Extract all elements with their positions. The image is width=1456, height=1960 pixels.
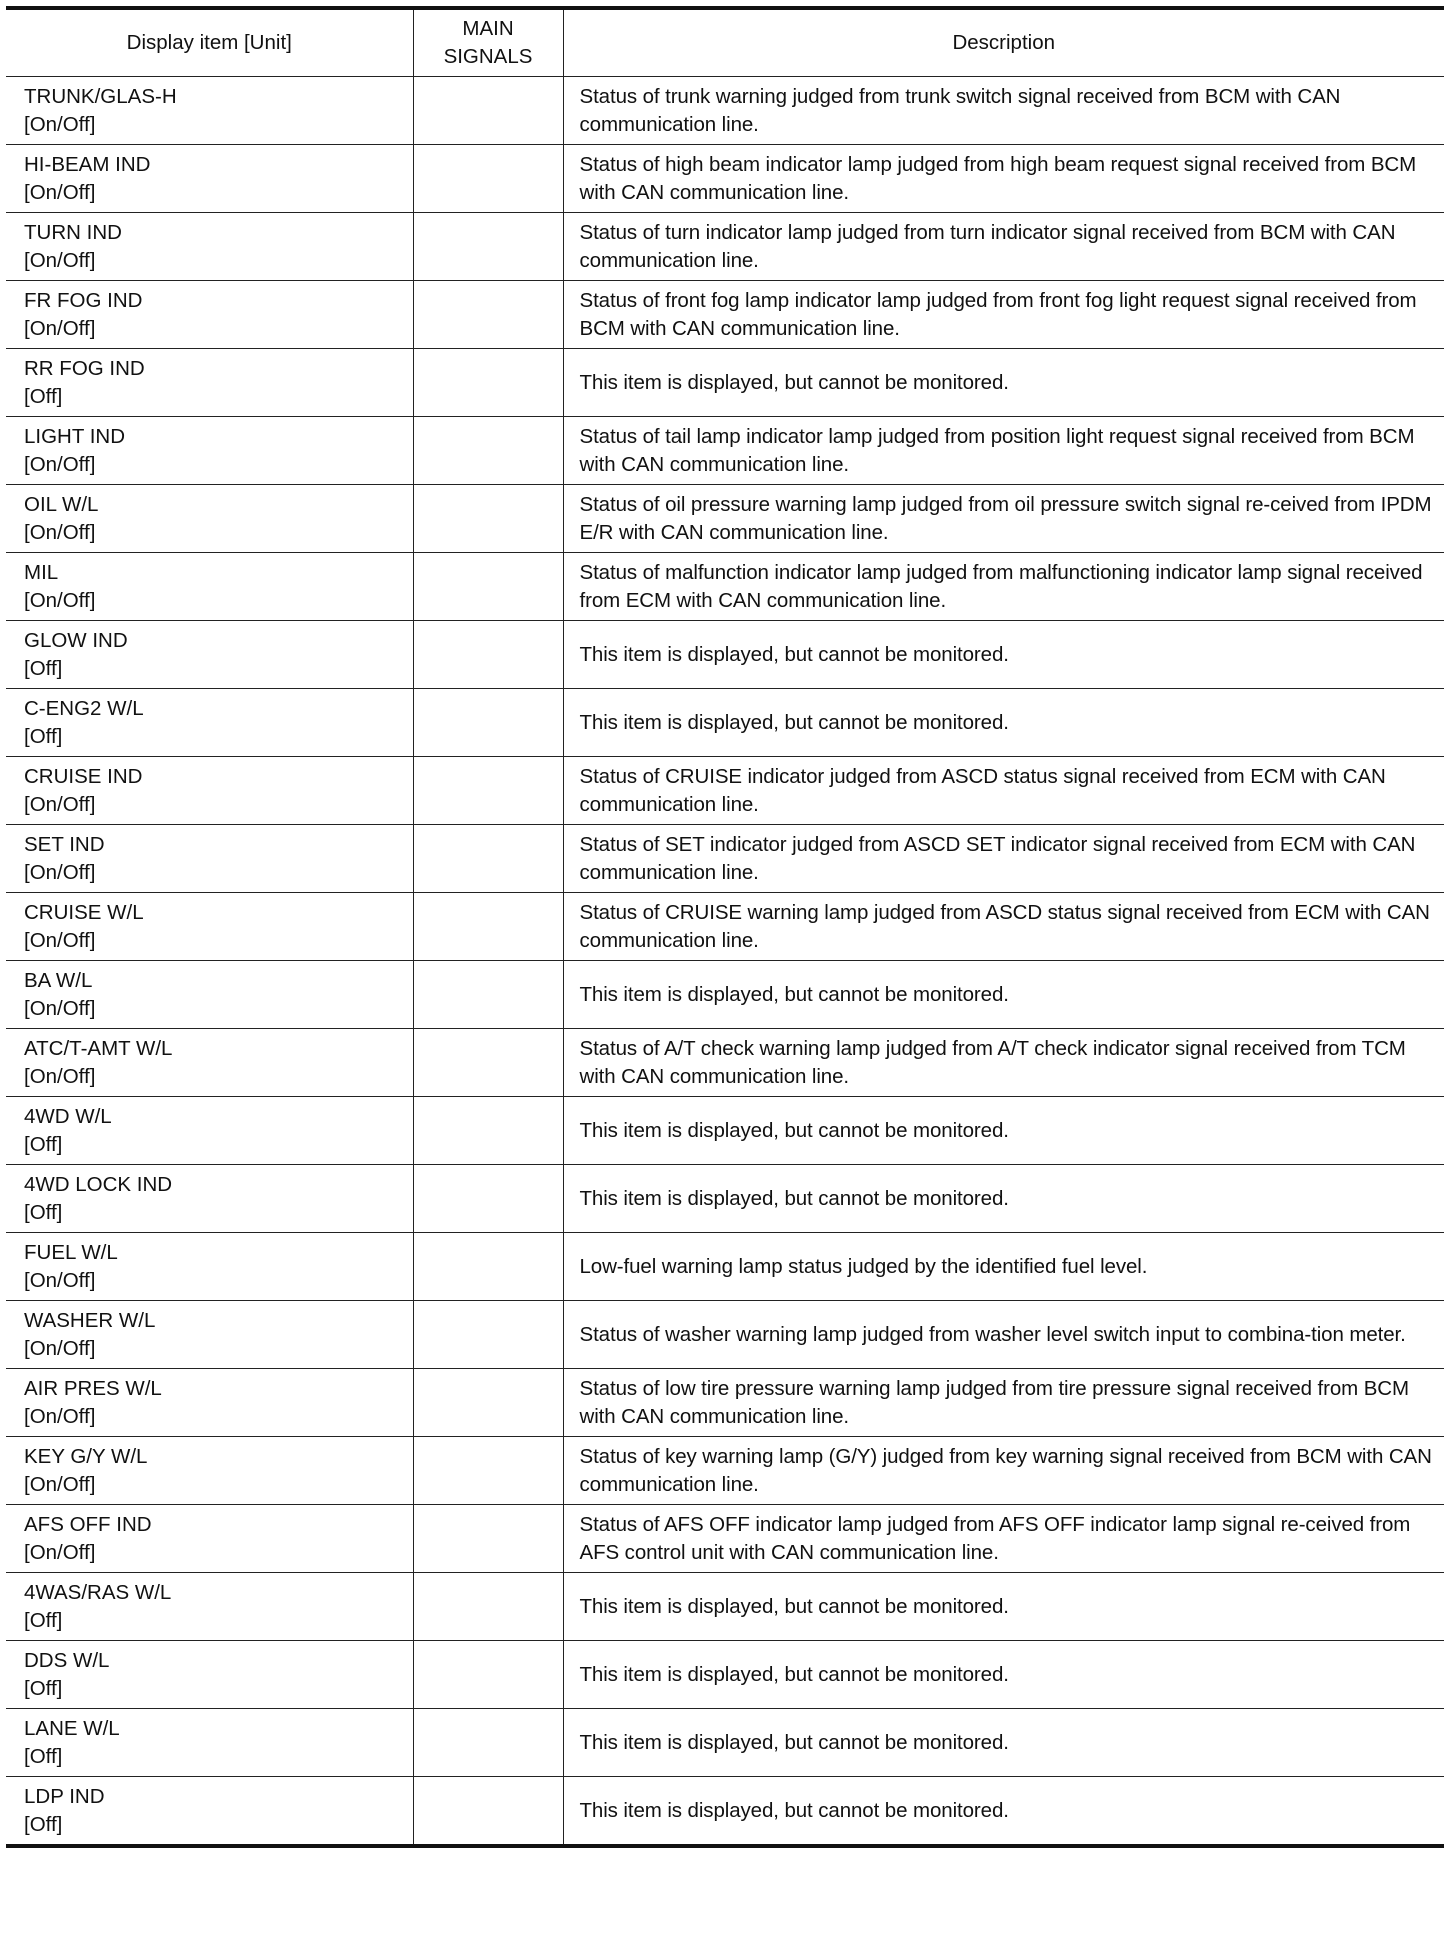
- display-item-cell: [6, 825, 413, 893]
- main-signals-cell: [413, 961, 563, 1029]
- description-cell: Low-fuel warning lamp status judged by the identified fuel level.: [563, 1233, 1444, 1301]
- display-item-cell: [6, 213, 413, 281]
- description-cell: Status of front fog lamp indicator lamp judged from front fog light request signal received from BCM with CAN communication line.: [563, 281, 1444, 349]
- item-name: MIL: [24, 560, 59, 584]
- main-signals-cell: [413, 213, 563, 281]
- description-cell: This item is displayed, but cannot be monitored.: [563, 1641, 1444, 1709]
- table-row: [6, 1777, 1444, 1847]
- item-name: AIR PRES W/L: [24, 1376, 162, 1400]
- description-cell: This item is displayed, but cannot be monitored.: [563, 961, 1444, 1029]
- item-name: DDS W/L: [24, 1648, 110, 1672]
- table-row: [6, 1709, 1444, 1777]
- description-cell: Status of tail lamp indicator lamp judged from position light request signal received from BCM with CAN communication line.: [563, 417, 1444, 485]
- item-unit: [On/Off]: [24, 180, 96, 204]
- table-row: [6, 1301, 1444, 1369]
- display-item-cell: [6, 1165, 413, 1233]
- header-main-signals-line2: SIGNALS: [443, 45, 533, 68]
- display-item-cell: [6, 1777, 413, 1847]
- description-cell: Status of CRUISE indicator judged from ASCD status signal received from ECM with CAN communication line.: [563, 757, 1444, 825]
- display-item-cell: [6, 1437, 413, 1505]
- item-unit: [Off]: [24, 384, 63, 408]
- table-row: [6, 145, 1444, 213]
- item-unit: [On/Off]: [24, 928, 96, 952]
- display-item-cell: [6, 281, 413, 349]
- item-unit: [Off]: [24, 656, 63, 680]
- main-signals-cell: [413, 1097, 563, 1165]
- display-item-cell: [6, 145, 413, 213]
- description-cell: This item is displayed, but cannot be monitored.: [563, 349, 1444, 417]
- main-signals-cell: [413, 825, 563, 893]
- description-cell: Status of oil pressure warning lamp judged from oil pressure switch signal re-ceived from IPDM E/R with CAN communication line.: [563, 485, 1444, 553]
- display-item-cell: [6, 1233, 413, 1301]
- table-row: [6, 349, 1444, 417]
- description-cell: Status of A/T check warning lamp judged from A/T check indicator signal received from TCM with CAN communication line.: [563, 1029, 1444, 1097]
- table-row: [6, 485, 1444, 553]
- header-row: [6, 8, 1444, 77]
- table-header: [6, 8, 1444, 77]
- table-row: [6, 1641, 1444, 1709]
- item-unit: [On/Off]: [24, 588, 96, 612]
- item-unit: [Off]: [24, 1200, 63, 1224]
- main-signals-cell: [413, 417, 563, 485]
- main-signals-cell: [413, 1573, 563, 1641]
- main-signals-cell: [413, 145, 563, 213]
- table-row: [6, 1029, 1444, 1097]
- main-signals-cell: [413, 1641, 563, 1709]
- table-row: [6, 417, 1444, 485]
- item-unit: [On/Off]: [24, 520, 96, 544]
- item-unit: [On/Off]: [24, 996, 96, 1020]
- main-signals-cell: [413, 621, 563, 689]
- item-unit: [On/Off]: [24, 1064, 96, 1088]
- item-name: FR FOG IND: [24, 288, 143, 312]
- item-unit: [On/Off]: [24, 1404, 96, 1428]
- item-name: BA W/L: [24, 968, 93, 992]
- display-item-cell: [6, 1029, 413, 1097]
- description-cell: This item is displayed, but cannot be monitored.: [563, 1709, 1444, 1777]
- display-item-cell: [6, 417, 413, 485]
- item-unit: [On/Off]: [24, 452, 96, 476]
- table-row: [6, 1097, 1444, 1165]
- item-unit: [On/Off]: [24, 1540, 96, 1564]
- item-name: 4WAS/RAS W/L: [24, 1580, 172, 1604]
- item-unit: [On/Off]: [24, 316, 96, 340]
- table-row: [6, 961, 1444, 1029]
- table-row: [6, 825, 1444, 893]
- main-signals-cell: [413, 1233, 563, 1301]
- main-signals-cell: [413, 1777, 563, 1847]
- item-name: GLOW IND: [24, 628, 128, 652]
- item-unit: [On/Off]: [24, 860, 96, 884]
- main-signals-cell: [413, 77, 563, 145]
- display-item-cell: [6, 553, 413, 621]
- main-signals-cell: [413, 281, 563, 349]
- table-row: [6, 1233, 1444, 1301]
- item-unit: [On/Off]: [24, 112, 96, 136]
- description-cell: This item is displayed, but cannot be monitored.: [563, 1165, 1444, 1233]
- display-item-cell: [6, 1709, 413, 1777]
- description-cell: This item is displayed, but cannot be monitored.: [563, 1777, 1444, 1847]
- table-row: [6, 621, 1444, 689]
- item-name: LIGHT IND: [24, 424, 125, 448]
- main-signals-cell: [413, 689, 563, 757]
- header-main-signals: [413, 8, 563, 77]
- main-signals-cell: [413, 1437, 563, 1505]
- item-unit: [Off]: [24, 1676, 63, 1700]
- description-cell: Status of washer warning lamp judged from washer level switch input to combina-tion meter.: [563, 1301, 1444, 1369]
- item-name: KEY G/Y W/L: [24, 1444, 148, 1468]
- display-item-cell: [6, 77, 413, 145]
- description-cell: Status of AFS OFF indicator lamp judged from AFS OFF indicator lamp signal re-ceived from AFS control unit with CAN communication line.: [563, 1505, 1444, 1573]
- display-item-cell: [6, 621, 413, 689]
- table-row: [6, 1505, 1444, 1573]
- item-name: OIL W/L: [24, 492, 99, 516]
- main-signals-cell: [413, 1709, 563, 1777]
- header-main-signals-line1: MAIN: [462, 17, 514, 40]
- item-name: CRUISE IND: [24, 764, 143, 788]
- item-name: 4WD W/L: [24, 1104, 112, 1128]
- description-cell: Status of low tire pressure warning lamp judged from tire pressure signal received from BCM with CAN communication line.: [563, 1369, 1444, 1437]
- item-name: ATC/T-AMT W/L: [24, 1036, 173, 1060]
- item-name: RR FOG IND: [24, 356, 145, 380]
- description-cell: This item is displayed, but cannot be monitored.: [563, 1573, 1444, 1641]
- item-name: TURN IND: [24, 220, 122, 244]
- description-cell: Status of SET indicator judged from ASCD SET indicator signal received from ECM with CAN communication line.: [563, 825, 1444, 893]
- description-cell: Status of CRUISE warning lamp judged from ASCD status signal received from ECM with CAN communication line.: [563, 893, 1444, 961]
- table-row: [6, 1165, 1444, 1233]
- display-item-cell: [6, 1301, 413, 1369]
- main-signals-cell: [413, 1369, 563, 1437]
- description-cell: This item is displayed, but cannot be monitored.: [563, 621, 1444, 689]
- item-unit: [On/Off]: [24, 1336, 96, 1360]
- display-item-cell: [6, 349, 413, 417]
- item-unit: [On/Off]: [24, 1268, 96, 1292]
- main-signals-cell: [413, 553, 563, 621]
- table-row: [6, 1369, 1444, 1437]
- table-row: [6, 757, 1444, 825]
- main-signals-cell: [413, 349, 563, 417]
- header-display-item: Display item [Unit]: [6, 8, 413, 77]
- main-signals-cell: [413, 1165, 563, 1233]
- display-item-cell: [6, 485, 413, 553]
- display-item-cell: [6, 1097, 413, 1165]
- item-name: C-ENG2 W/L: [24, 696, 144, 720]
- item-name: LANE W/L: [24, 1716, 120, 1740]
- display-item-cell: [6, 893, 413, 961]
- description-cell: This item is displayed, but cannot be monitored.: [563, 1097, 1444, 1165]
- item-name: AFS OFF IND: [24, 1512, 152, 1536]
- data-monitor-table: [6, 6, 1444, 1848]
- item-unit: [On/Off]: [24, 792, 96, 816]
- item-name: SET IND: [24, 832, 105, 856]
- table-row: [6, 281, 1444, 349]
- main-signals-cell: [413, 1301, 563, 1369]
- main-signals-cell: [413, 893, 563, 961]
- display-item-cell: [6, 1573, 413, 1641]
- display-item-cell: [6, 757, 413, 825]
- item-name: CRUISE W/L: [24, 900, 144, 924]
- main-signals-cell: [413, 485, 563, 553]
- item-unit: [Off]: [24, 724, 63, 748]
- item-unit: [Off]: [24, 1132, 63, 1156]
- display-item-cell: [6, 1505, 413, 1573]
- description-cell: This item is displayed, but cannot be monitored.: [563, 689, 1444, 757]
- item-unit: [On/Off]: [24, 1472, 96, 1496]
- item-unit: [Off]: [24, 1744, 63, 1768]
- description-cell: Status of malfunction indicator lamp judged from malfunctioning indicator lamp signal received from ECM with CAN communication line.: [563, 553, 1444, 621]
- table-row: [6, 1573, 1444, 1641]
- item-unit: [Off]: [24, 1608, 63, 1632]
- table-body: [6, 77, 1444, 1847]
- display-item-cell: [6, 1369, 413, 1437]
- item-name: WASHER W/L: [24, 1308, 156, 1332]
- item-name: HI-BEAM IND: [24, 152, 151, 176]
- item-name: TRUNK/GLAS-H: [24, 84, 177, 108]
- header-description: Description: [563, 8, 1444, 77]
- display-item-cell: [6, 1641, 413, 1709]
- item-name: FUEL W/L: [24, 1240, 118, 1264]
- main-signals-cell: [413, 757, 563, 825]
- item-unit: [On/Off]: [24, 248, 96, 272]
- table-row: [6, 213, 1444, 281]
- item-unit: [Off]: [24, 1812, 63, 1836]
- display-item-cell: [6, 689, 413, 757]
- description-cell: Status of turn indicator lamp judged from turn indicator signal received from BCM with CAN communication line.: [563, 213, 1444, 281]
- item-name: LDP IND: [24, 1784, 105, 1808]
- main-signals-cell: [413, 1505, 563, 1573]
- item-name: 4WD LOCK IND: [24, 1172, 173, 1196]
- table-row: [6, 689, 1444, 757]
- description-cell: Status of high beam indicator lamp judged from high beam request signal received from BCM with CAN communication line.: [563, 145, 1444, 213]
- description-cell: Status of key warning lamp (G/Y) judged from key warning signal received from BCM with CAN communication line.: [563, 1437, 1444, 1505]
- table-row: [6, 893, 1444, 961]
- display-item-cell: [6, 961, 413, 1029]
- table-row: [6, 1437, 1444, 1505]
- main-signals-cell: [413, 1029, 563, 1097]
- table-row: [6, 553, 1444, 621]
- table-row: [6, 77, 1444, 145]
- description-cell: Status of trunk warning judged from trunk switch signal received from BCM with CAN communication line.: [563, 77, 1444, 145]
